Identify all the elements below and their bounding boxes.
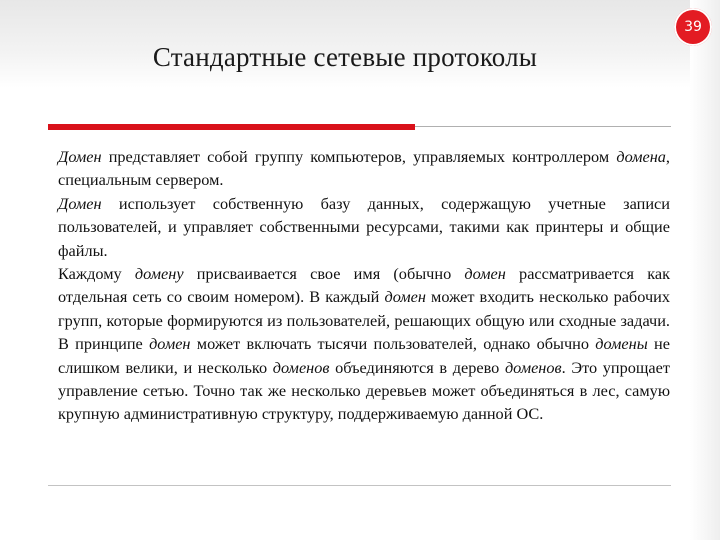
term-italic: домена xyxy=(616,147,666,166)
paragraph xyxy=(58,145,670,192)
term-italic: домен xyxy=(464,264,506,284)
term-italic: доменов xyxy=(272,357,330,377)
text-run: может входить несколько рабочих групп, которые формируются из пользователей, решающих общую или сходные задачи. В принципе xyxy=(58,287,670,354)
text-run: использует собственную базу данных, содержащую учетные записи пользователей, и управляет собственными ресурсами, такими как принтеры и общие файлы. xyxy=(58,193,670,260)
term-italic: домены xyxy=(595,334,648,354)
text-run: представляет собой группу компьютеров, управляемых контроллером xyxy=(101,147,617,166)
text-run: . Это упрощает управление сетью. Точно так же несколько деревьев может объединяться в лес, самую крупную административную структуру, поддерживаемую данной ОС. xyxy=(58,357,670,424)
page-number-badge: 39 xyxy=(674,8,712,46)
right-edge-strip xyxy=(690,0,720,540)
paragraph xyxy=(58,262,670,426)
text-run: не слишком велики, и несколько xyxy=(58,334,670,377)
title-underline-accent xyxy=(48,124,415,130)
term-italic: домену xyxy=(134,264,184,284)
text-run: объединяются в дерево xyxy=(329,357,505,377)
body-text xyxy=(58,145,670,426)
text-run: Каждому xyxy=(58,264,135,284)
title-underline-rule xyxy=(415,126,671,127)
text-run: может включать тысячи пользователей, однако обычно xyxy=(190,334,596,354)
term-italic: Домен xyxy=(58,147,102,166)
text-run: рассматривается как отдельная сеть со своим номером). В каждый xyxy=(58,264,670,307)
term-italic: доменов xyxy=(504,357,562,377)
term-italic: домен xyxy=(384,287,426,307)
paragraph xyxy=(58,192,670,262)
bottom-rule xyxy=(48,485,671,486)
text-run: присваивается свое имя (обычно xyxy=(183,264,465,284)
slide-title: Стандартные сетевые протоколы xyxy=(152,42,538,72)
term-italic: Домен xyxy=(58,193,102,213)
text-run: , специальным сервером. xyxy=(58,147,670,190)
term-italic: домен xyxy=(149,334,191,354)
